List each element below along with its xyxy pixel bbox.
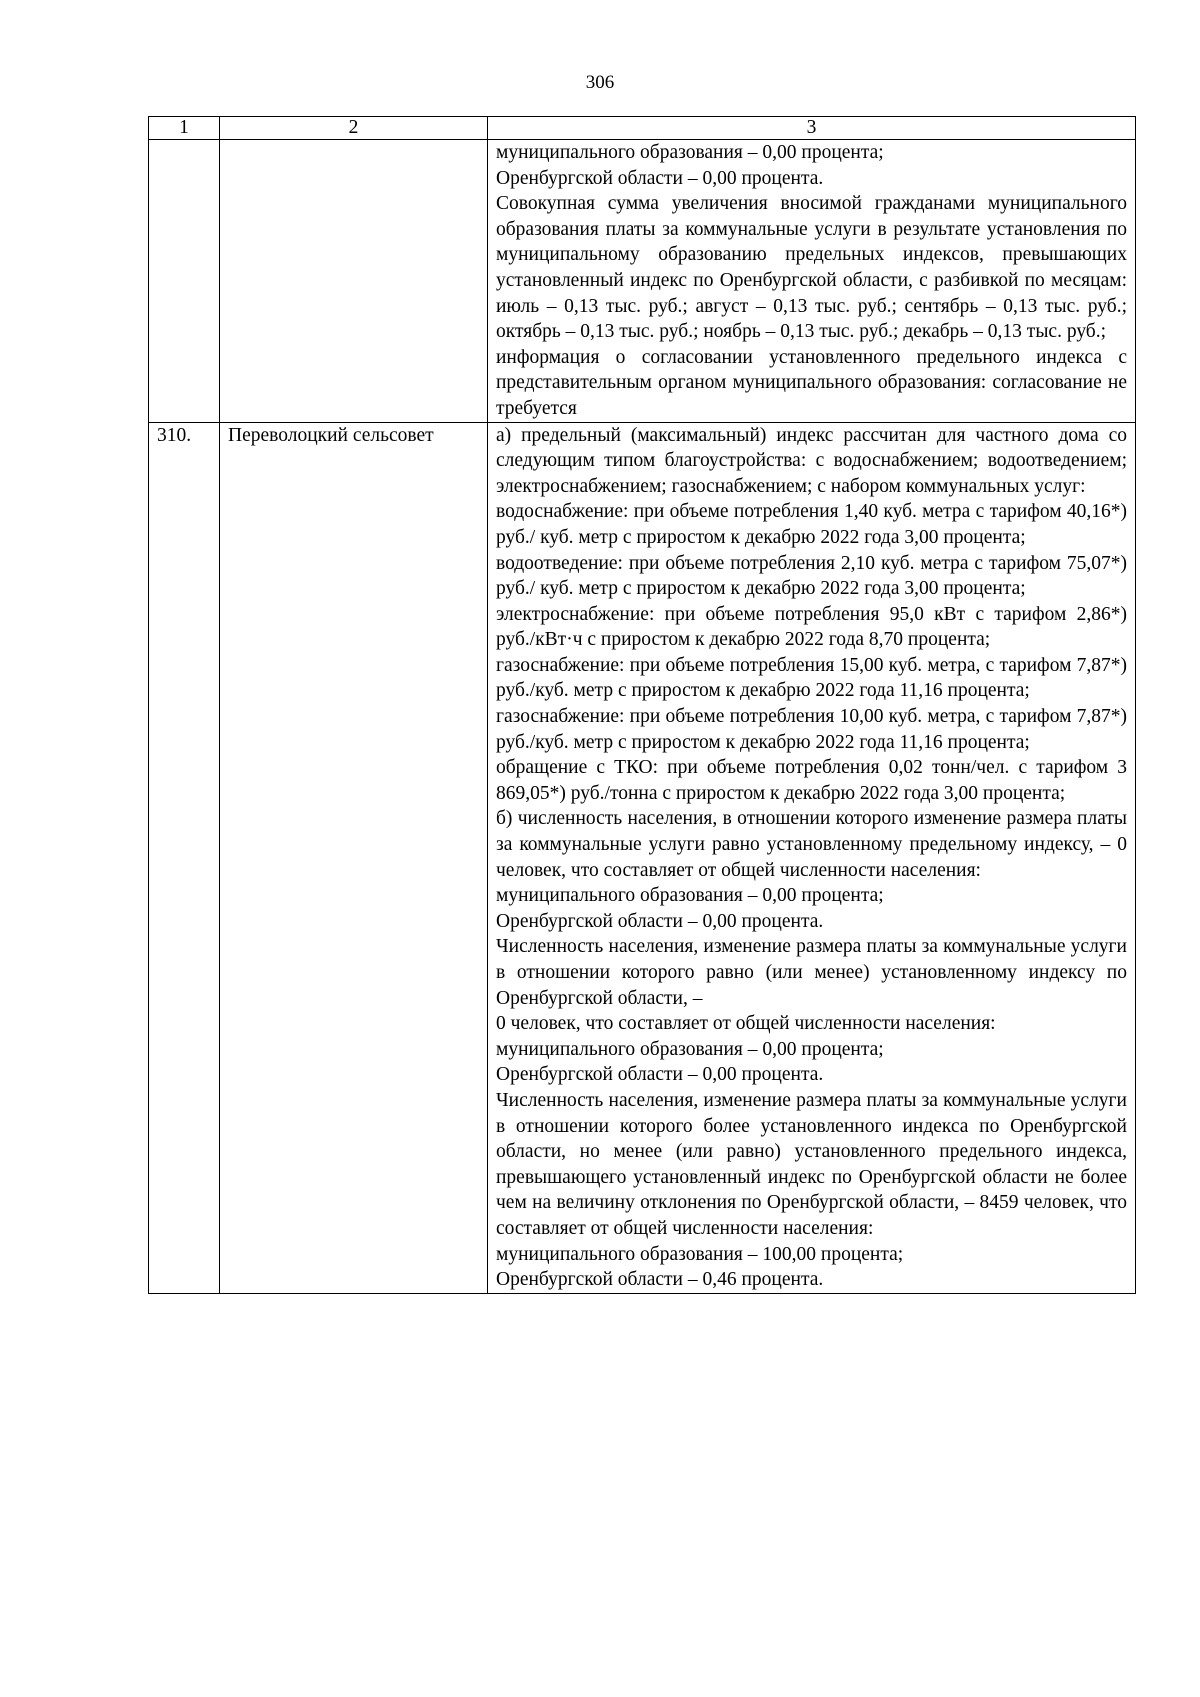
paragraph: б) численность населения, в отношении которого изменение размера платы за коммунальные услуги равно установленному предельному индексу, – 0 человек, что составляет от общей численности населения:: [496, 808, 1127, 881]
page-number: 306: [585, 72, 615, 93]
table-row-continuation: [149, 140, 1136, 423]
paragraph: Оренбургской области – 0,00 процента.: [496, 1064, 824, 1086]
details-cell: [488, 422, 1136, 1293]
paragraph: муниципального образования – 0,00 процента;: [496, 885, 884, 907]
paragraph: муниципального образования – 0,00 процента;: [496, 1038, 884, 1060]
paragraph: а) предельный (максимальный) индекс рассчитан для частного дома со следующим типом благоустройства: с водоснабжением; водоотведением; электроснабжением; газоснабжением; с набором коммунальных услуг:: [496, 424, 1127, 497]
municipality-name-cell: Переволоцкий сельсовет: [220, 422, 488, 1293]
paragraph: 0 человек, что составляет от общей численности населения:: [496, 1013, 996, 1035]
paragraph: муниципального образования – 100,00 процента;: [496, 1243, 904, 1265]
paragraph: газоснабжение: при объеме потребления 15,00 куб. метра, с тарифом 7,87*) руб./куб. метр с приростом к декабрю 2022 года 11,16 процента;: [496, 654, 1127, 702]
paragraph: Численность населения, изменение размера платы за коммунальные услуги в отношении которого более установленного индекса по Оренбургской области, но менее (или равно) установленного предельного индекса, превышающего установленный индекс по Оренбургской области не более чем на величину отклонения по Оренбургской области, – 8459 человек, что составляет от общей численности населения:: [496, 1089, 1127, 1239]
table-header-row: [149, 117, 1136, 140]
paragraph: газоснабжение: при объеме потребления 10,00 куб. метра, с тарифом 7,87*) руб./куб. метр с приростом к декабрю 2022 года 11,16 процента;: [496, 706, 1127, 753]
paragraph: Оренбургской области – 0,00 процента.: [496, 167, 824, 189]
column-header-1: 1: [149, 117, 220, 140]
column-header-2: 2: [220, 117, 488, 140]
paragraph: обращение с ТКО: при объеме потребления 0,02 тонн/чел. с тарифом 3 869,05*) руб./тонна с приростом к декабрю 2022 года 3,00 процента;: [496, 757, 1127, 804]
row-number-cell: 310.: [149, 422, 220, 1293]
paragraph: Численность населения, изменение размера платы за коммунальные услуги в отношении которого равно (или менее) установленному индексу по Оренбургской области, –: [496, 936, 1127, 1009]
details-cell: [488, 140, 1136, 423]
municipality-name-cell: [220, 140, 488, 423]
table-row: [149, 422, 1136, 1293]
paragraph: водоснабжение: при объеме потребления 1,40 куб. метра с тарифом 40,16*) руб./ куб. метр с приростом к декабрю 2022 года 3,00 процента;: [496, 501, 1127, 548]
paragraph: электроснабжение: при объеме потребления 95,0 кВт с тарифом 2,86*) руб./кВт·ч с приростом к декабрю 2022 года 8,70 процента;: [496, 603, 1127, 651]
paragraph: муниципального образования – 0,00 процента;: [496, 142, 884, 163]
paragraph: Оренбургской области – 0,00 процента.: [496, 910, 824, 932]
paragraph: водоотведение: при объеме потребления 2,10 куб. метра с тарифом 75,07*) руб./ куб. метр с приростом к декабрю 2022 года 3,00 процента;: [496, 552, 1127, 600]
paragraph: информация о согласовании установленного предельного индекса с представительным органом муниципального образования: согласование не требуется: [496, 346, 1127, 419]
paragraph: Совокупная сумма увеличения вносимой гражданами муниципального образования платы за коммунальные услуги в результате установления по муниципальному образованию предельных индексов, превышающих установленный индекс по Оренбургской области, с разбивкой по месяцам: июль – 0,13 тыс. руб.; август – 0,13 тыс. руб.; сентябрь – 0,13 тыс. руб.; октябрь – 0,13 тыс. руб.; ноябрь – 0,13 тыс. руб.; декабрь – 0,13 тыс. руб.;: [496, 193, 1127, 343]
paragraph: Оренбургской области – 0,46 процента.: [496, 1269, 824, 1291]
column-header-3: 3: [488, 117, 1136, 140]
tariff-index-table: [148, 116, 1136, 1294]
row-number-cell: [149, 140, 220, 423]
